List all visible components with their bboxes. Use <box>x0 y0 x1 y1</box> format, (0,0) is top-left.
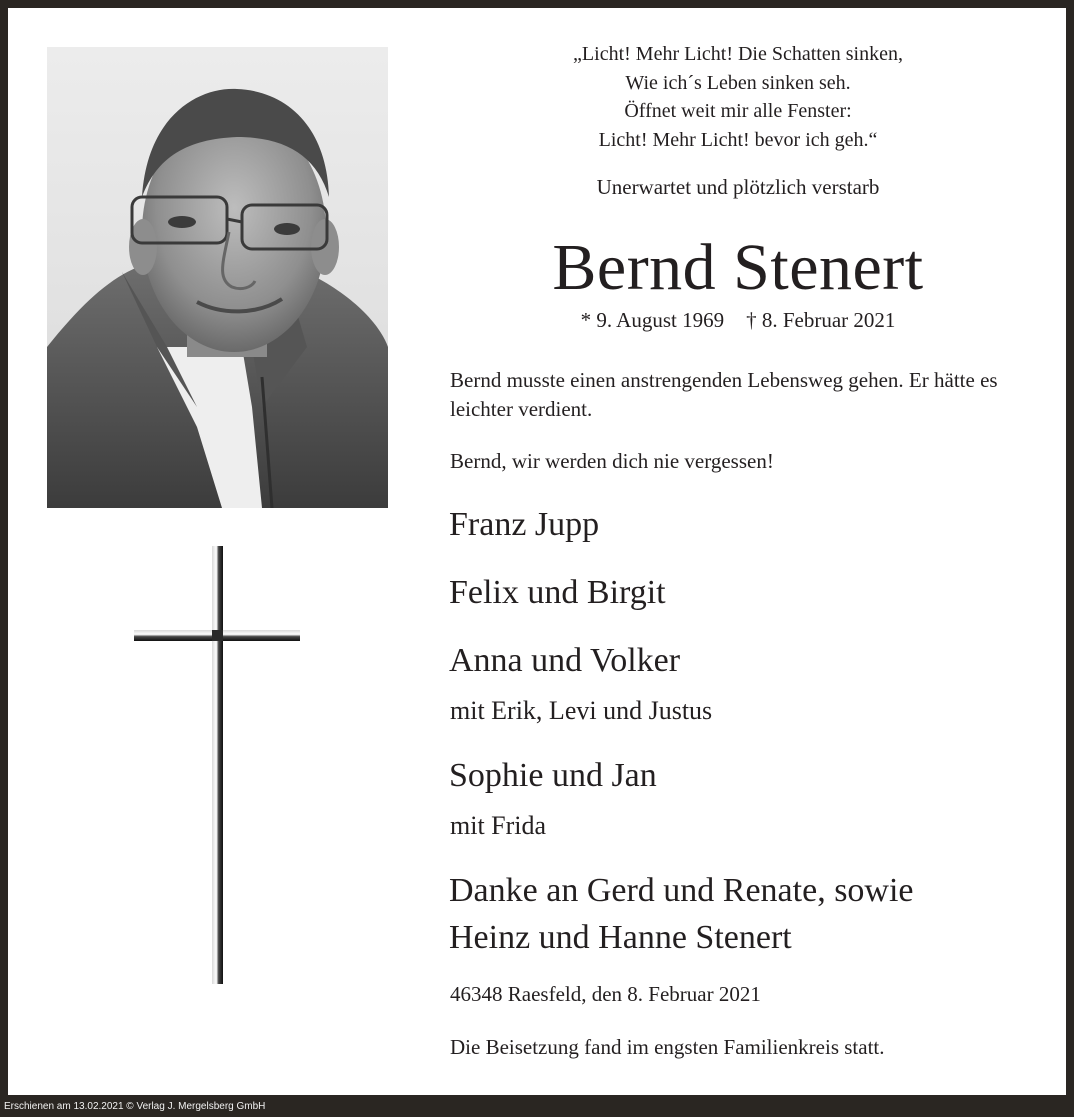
cross-icon <box>132 544 302 986</box>
message-text: Bernd musste einen anstrengenden Lebensweg gehen. Er hätte es leichter verdient. <box>450 368 998 421</box>
quote-line: „Licht! Mehr Licht! Die Schatten sinken, <box>573 43 903 65</box>
mourner-name: Felix und Birgit <box>449 574 666 611</box>
place-date: 46348 Raesfeld, den 8. Februar 2021 <box>450 982 761 1006</box>
thanks-line: Heinz und Hanne Stenert <box>449 919 792 956</box>
obituary-notice <box>8 8 1066 1095</box>
thanks-line: Danke an Gerd und Renate, sowie <box>449 872 914 909</box>
mourner-name: Franz Jupp <box>449 506 600 543</box>
quote-line: Licht! Mehr Licht! bevor ich geh.“ <box>598 128 878 151</box>
birth-date: * 9. August 1969 <box>580 308 725 332</box>
mourner-children: mit Erik, Levi und Justus <box>450 696 713 725</box>
portrait-illustration <box>47 47 388 508</box>
deceased-name: Bernd Stenert <box>552 231 924 304</box>
life-dates <box>438 308 1038 333</box>
intro-line: Unerwartet und plötzlich verstarb <box>596 175 880 199</box>
quote-line: Wie ich´s Leben sinken seh. <box>625 71 851 94</box>
mourner-name: Anna und Volker <box>449 642 681 679</box>
poem-quote <box>438 40 1038 154</box>
portrait-photo <box>47 47 388 508</box>
burial-note: Die Beisetzung fand im engsten Familienkreis statt. <box>450 1035 885 1059</box>
publication-footer: Erschienen am 13.02.2021 © Verlag J. Mergelsberg GmbH <box>4 1101 266 1112</box>
quote-line: Öffnet weit mir alle Fenster: <box>624 100 852 122</box>
mourner-name: Sophie und Jan <box>449 757 657 794</box>
farewell-text: Bernd, wir werden dich nie vergessen! <box>450 449 774 473</box>
death-date: † 8. Februar 2021 <box>746 308 896 332</box>
mourner-children: mit Frida <box>450 811 547 840</box>
